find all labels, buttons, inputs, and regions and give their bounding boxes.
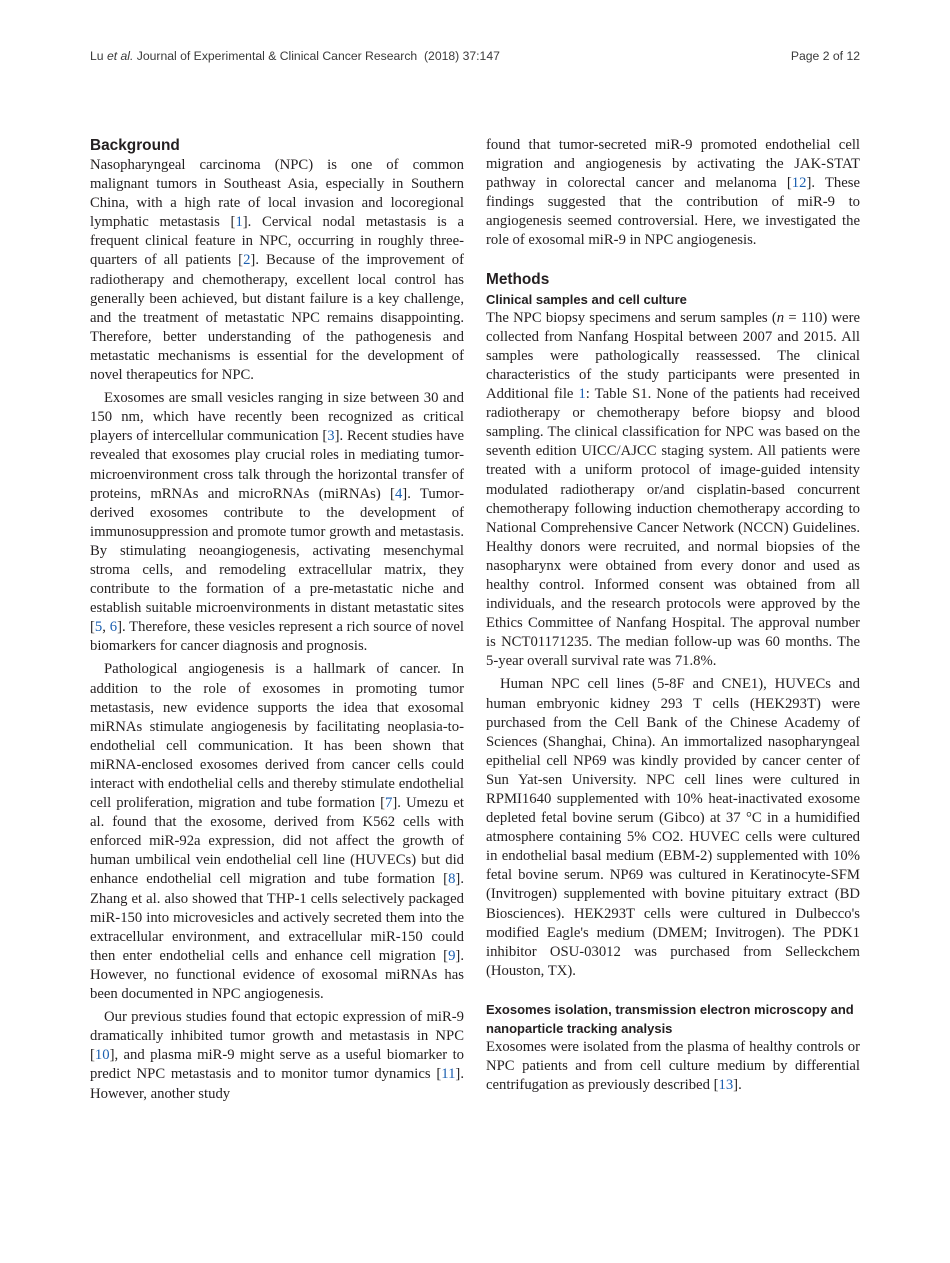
- continued-text: found that tumor-secreted miR-9 promoted endothelial cell migration and angiogenesis by activating the JAK-STAT pathway in colorectal cancer and melanoma [: [486, 137, 860, 192]
- right-column: [486, 136, 860, 1095]
- continued-text-end: ]. These findings suggested that the contribution of miR-9 to angiogenesis seemed controversial. Here, we investigated the role of exosomal miR-9 in NPC angiogenesis.: [486, 175, 860, 249]
- citation-link-1[interactable]: 1: [235, 214, 243, 231]
- citation-link-13[interactable]: 13: [718, 1077, 734, 1094]
- methods-paragraph-1: The NPC biopsy specimens and serum samples (n = 110) were collected from Nanfang Hospital between 2007 and 2015. All samples were pathologically reassessed. The clinical characteristics of the study participants were presented in Additional file 1: Table S1. None of the patients had received radiotherapy or chemotherapy before biopsy and blood sampling. The clinical classification for NPC was based on the seventh edition UICC/AJCC staging system. All patients were treated with a uniform protocol of image-guided intensity modulated radiotherapy or/and cisplatin-based concurrent chemotherapy following induction chemotherapy according to National Comprehensive Cancer Network (NCCN) Guidelines. Healthy donors were recruited, and normal biopsies of the nasopharynx were obtained from every donor and used as healthy control. Informed consent was obtained from all individuals, and the research protocols were approved by the Ethics Committee of Nanfang Hospital. The approval number is NCT01171235. The median follow-up was 60 months. The 5-year overall survival rate was 71.8%.: [486, 309, 860, 670]
- citation-link-2[interactable]: 2: [243, 252, 251, 269]
- additional-file-link[interactable]: 1: [578, 386, 586, 403]
- background-heading: Background: [90, 137, 180, 154]
- background-paragraph-2: Exosomes are small vesicles ranging in size between 30 and 150 nm, which have recently been recognized as critical players of intercellular communication [3]. Recent studies have revealed that exosomes play crucial roles in mediating tumor-microenvironment cross talk through the horizontal transfer of proteins, mRNAs and microRNAs (miRNAs) [4]. Tumor-derived exosomes contribute to the development of immunosuppression and promote tumor growth and metastasis. By stimulating neoangiogenesis, activating mesenchymal stroma cells, and remodeling extracellular matrix, they contribute to the formation of a pre-metastatic niche and establish suitable microenvironments in distant metastatic sites [5, 6]. Therefore, these vesicles represent a rich source of novel biomarkers for cancer diagnosis and prognosis.: [90, 390, 465, 655]
- citation-link-3[interactable]: 3: [327, 428, 335, 445]
- citation-link-4[interactable]: 4: [394, 485, 403, 502]
- citation-link-9[interactable]: 9: [448, 947, 456, 964]
- left-column: [90, 136, 464, 1104]
- clinical-samples-subheading: Clinical samples and cell culture: [486, 291, 687, 307]
- background-paragraph-4: Our previous studies found that ectopic expression of miR-9 dramatically inhibited tumor growth and metastasis in NPC [10], and plasma miR-9 might serve as a useful biomarker to predict NPC metastasis and to monitor tumor dynamics [11]. However, another study: [90, 1009, 464, 1102]
- citation-link-11[interactable]: 11: [441, 1066, 456, 1083]
- citation-link-6[interactable]: 6: [109, 619, 118, 636]
- citation-link-12[interactable]: 12: [791, 175, 807, 192]
- running-head: [90, 49, 860, 67]
- background-paragraph-3: Pathological angiogenesis is a hallmark of cancer. In addition to the role of exosomes in promoting tumor metastasis, new evidence supports the idea that exosomal miRNAs stimulate angiogenesis by facilitating neoplasia-to-endothelial cell communication. It has been shown that miRNA-enclosed exosomes derived from cancer cells could interact with endothelial cells and thereby stimulate endothelial cell proliferation, migration and tube formation [7]. Umezu et al. found that the exosome, derived from K562 cells with enforced miR-92a expression, did not affect the growth of human umbilical vein endothelial cell line (HUVECs) but did enhance endothelial cell migration and tube formation [8]. Zhang et al. also showed that THP-1 cells selectively packaged miR-150 into microvesicles and actively secreted them into the extracellular environment, and extracellular miR-150 could then enter endothelial cells and enhance cell migration [9]. However, no functional evidence of exosomal miRNAs has been documented in NPC angiogenesis.: [90, 661, 464, 1003]
- methods-paragraph-3: Exosomes were isolated from the plasma of healthy controls or NPC patients and from cell culture medium by differential centrifugation as previously described [13].: [486, 1039, 860, 1094]
- page-number: Page 2 of 12: [790, 49, 860, 63]
- citation-link-5[interactable]: 5: [94, 619, 103, 636]
- background-paragraph-1: Nasopharyngeal carcinoma (NPC) is one of common malignant tumors in Southeast Asia, especially in Southern China, with a high rate of local invasion and locoregional lymphatic metastasis [1]. Cervical nodal metastasis is a frequent clinical feature in NPC, occurring in roughly three-quarters of all patients [2]. Because of the improvement of radiotherapy and chemotherapy, excellent local control has generally been achieved, but distant failure is a key challenge, and the treatment of metastatic NPC remains disappointing. Therefore, better understanding of the pathogenesis and metastatic mechanisms is essential for the development of novel therapeutics for NPC.: [90, 157, 464, 384]
- citation-link-10[interactable]: 10: [94, 1047, 110, 1064]
- background-paragraph-4-continued: [486, 136, 860, 251]
- methods-paragraph-2: Human NPC cell lines (5-8F and CNE1), HUVECs and human embryonic kidney 293 T cells (HEK293T) were purchased from the Cell Bank of the Chinese Academy of Sciences (Shanghai, China). An immortalized nasopharyngeal epithelial cell NP69 was kindly provided by cancer center of Sun Yat-sen University. NPC cell lines were cultured in RPMI1640 supplemented with 10% heat-inactivated exosome depleted fetal bovine serum (Gibco) at 37 °C in a humidified atmosphere containing 5% CO2. HUVEC cells were cultured in endothelial basal medium (EBM-2) supplemented with 10% fetal bovine serum. NP69 was cultured in Keratinocyte-SFM (Invitrogen) supplemented with bovine pituitary extract (BD Biosciences). HEK293T cells were cultured in Dulbecco's modified Eagle's medium (DMEM; Invitrogen). The PDK1 inhibitor OSU-03012 was purchased from Selleckchem (Houston, TX).: [486, 676, 860, 979]
- exosomes-isolation-subheading: Exosomes isolation, transmission electron microscopy and nanoparticle tracking analysis: [486, 1001, 854, 1037]
- citation-link-7[interactable]: 7: [384, 795, 393, 812]
- citation-link-8[interactable]: 8: [448, 871, 456, 888]
- journal-citation: Lu et al. Journal of Experimental & Clinical Cancer Research (2018) 37:147: [90, 49, 500, 63]
- methods-heading: Methods: [486, 270, 550, 288]
